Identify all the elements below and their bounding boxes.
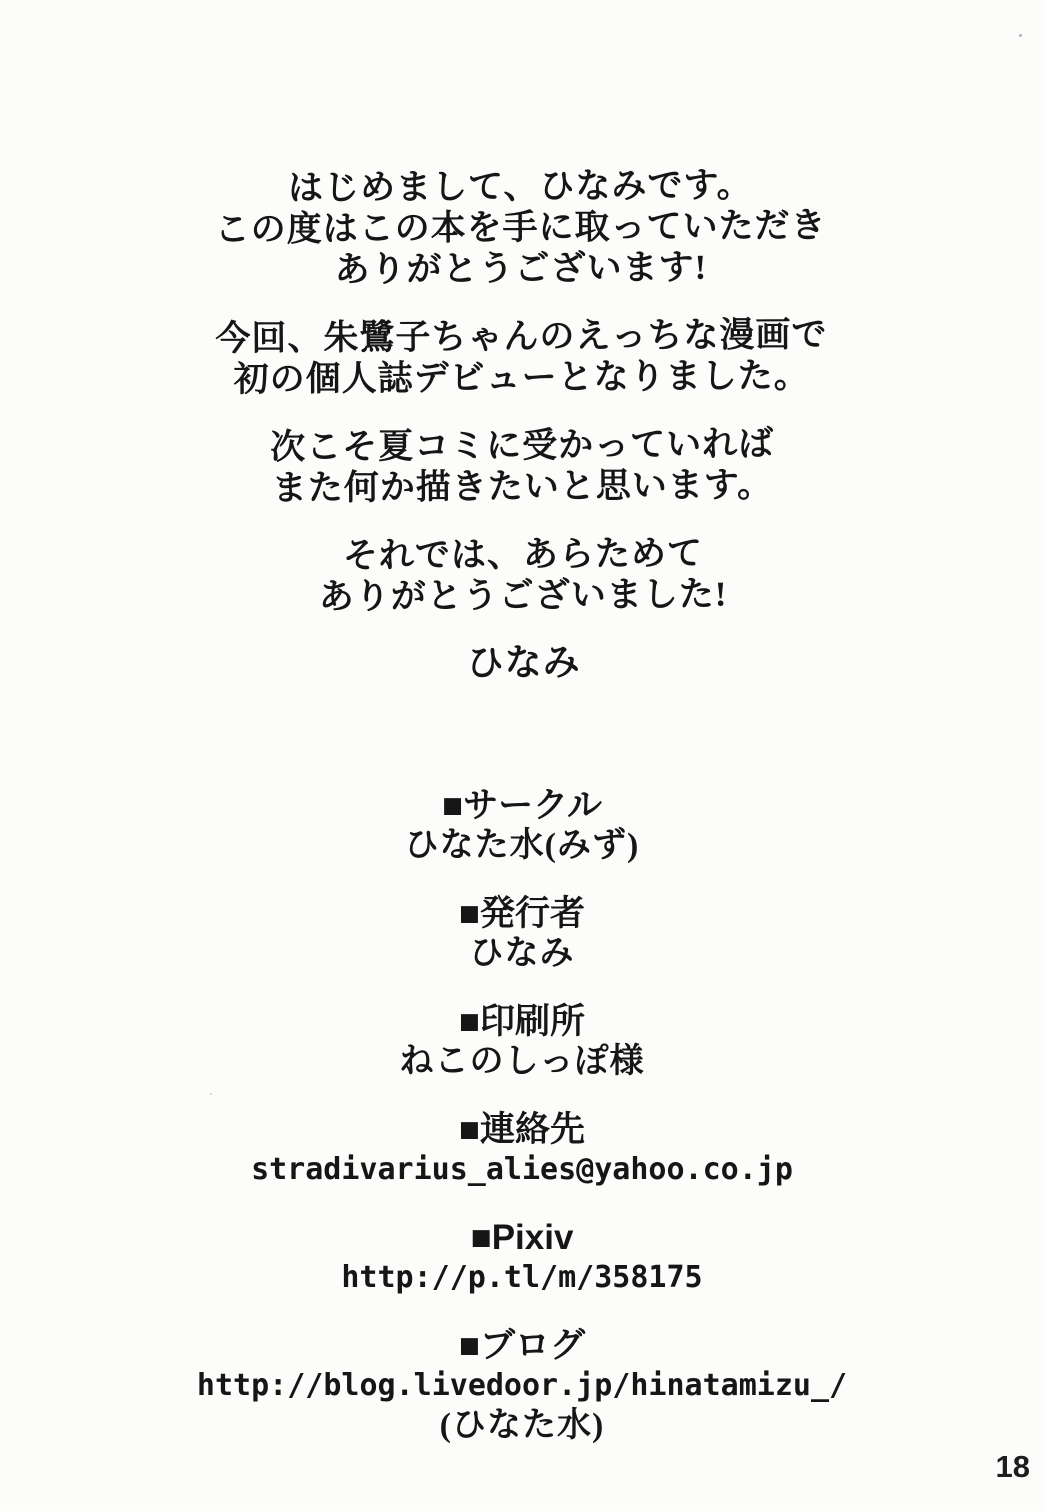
credit-value: ひなみ bbox=[469, 935, 575, 972]
credit-label: ■Pixiv bbox=[470, 1218, 574, 1257]
scan-speck bbox=[1019, 34, 1022, 37]
credit-value: stradivarius_alies@yahoo.co.jp bbox=[251, 1152, 793, 1187]
credit-block bbox=[0, 1326, 1044, 1446]
credit-value: ひなた水(みず) bbox=[404, 827, 640, 864]
credit-block bbox=[0, 1110, 1044, 1190]
credit-label: ■連絡先 bbox=[458, 1110, 586, 1149]
credit-block bbox=[0, 786, 1044, 866]
afterword-paragraph: はじめまして、ひなみです。 この度はこの本を手に取っていただき ありがとうございます! bbox=[214, 165, 827, 290]
afterword-paragraph: それでは、あらためて ありがとうございました! bbox=[318, 533, 728, 617]
credit-value: http://p.tl/m/358175 bbox=[341, 1260, 703, 1295]
credit-block bbox=[0, 894, 1044, 974]
credit-label: ■印刷所 bbox=[458, 1002, 586, 1041]
credits-section bbox=[0, 786, 1044, 1474]
credit-block bbox=[0, 1002, 1044, 1082]
credit-label: ■サークル bbox=[441, 786, 603, 825]
credit-block bbox=[0, 1218, 1044, 1298]
afterword-paragraph: 今回、朱鷺子ちゃんのえっちな漫画で 初の個人誌デビューとなりました。 bbox=[215, 314, 828, 400]
page-number: 18 bbox=[995, 1449, 1030, 1484]
signature: ひなみ bbox=[466, 642, 581, 685]
credit-label: ■発行者 bbox=[458, 894, 586, 933]
credit-label: ■ブログ bbox=[458, 1326, 586, 1365]
afterword-paragraph: 次こそ夏コミに受かっていれば また何か描きたいと思います。 bbox=[269, 424, 775, 508]
credit-value: ねこのしっぽ様 bbox=[399, 1043, 645, 1080]
scan-speck bbox=[210, 1093, 212, 1095]
credit-value: (ひなた水) bbox=[439, 1407, 605, 1444]
credit-value: http://blog.livedoor.jp/hinatamizu_/ bbox=[196, 1368, 848, 1403]
afterword-paragraphs bbox=[0, 162, 1044, 619]
credits-list bbox=[0, 786, 1044, 1446]
afterword-text bbox=[0, 162, 1044, 687]
